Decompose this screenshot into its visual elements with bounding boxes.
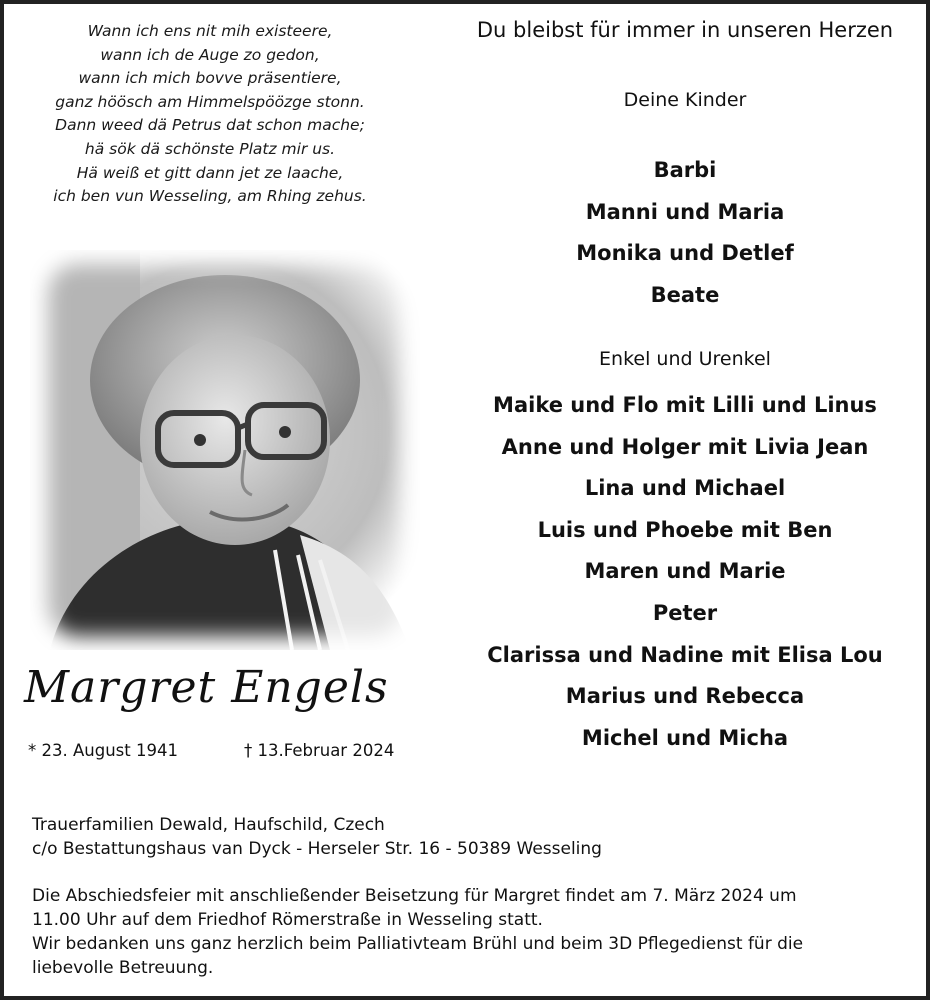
notice-line: Die Abschiedsfeier mit anschließender Beisetzung für Margret findet am 7. März 2024 um bbox=[32, 886, 797, 906]
poem-line: wann ich de Auge zo gedon, bbox=[100, 45, 320, 64]
poem-line: ich ben vun Wesseling, am Rhing zehus. bbox=[53, 187, 367, 206]
headline: Du bleibst für immer in unseren Herzen bbox=[476, 18, 894, 42]
grandchild-name: Luis und Phoebe mit Ben bbox=[537, 517, 833, 542]
grandchild-name: Anne und Holger mit Livia Jean bbox=[501, 434, 869, 459]
deceased-name: Margret Engels bbox=[24, 662, 389, 713]
poem-line: Hä weiß et gitt dann jet ze laache, bbox=[76, 163, 344, 182]
grandchild-name: Peter bbox=[652, 600, 718, 625]
funeral-notice bbox=[32, 884, 912, 980]
poem-line: Dann weed dä Petrus dat schon mache; bbox=[55, 116, 365, 135]
death-date: † 13.Februar 2024 bbox=[244, 741, 395, 760]
grandchild-name: Clarissa und Nadine mit Elisa Lou bbox=[487, 642, 883, 667]
poem-line: Wann ich ens nit mih existeere, bbox=[87, 22, 333, 40]
portrait-photo bbox=[30, 250, 420, 650]
notice-line: Wir bedanken uns ganz herzlich beim Palliativteam Brühl und beim 3D Pflegedienst für die bbox=[32, 934, 804, 954]
children-list bbox=[440, 150, 930, 316]
birth-date: * 23. August 1941 bbox=[28, 741, 178, 760]
child-name: Beate bbox=[650, 282, 720, 307]
notice-line: liebevolle Betreuung. bbox=[32, 958, 214, 978]
child-name: Barbi bbox=[653, 158, 717, 182]
grandchild-name: Michel und Micha bbox=[581, 725, 789, 750]
address-line: Trauerfamilien Dewald, Haufschild, Czech bbox=[32, 815, 385, 835]
child-name: Monika und Detlef bbox=[576, 241, 794, 266]
address-line: c/o Bestattungshaus van Dyck - Herseler Str. 16 - 50389 Wesseling bbox=[32, 839, 602, 859]
grandchild-name: Marius und Rebecca bbox=[565, 684, 805, 709]
poem-line: wann ich mich bovve präsentiere, bbox=[78, 69, 342, 88]
notice-line: 11.00 Uhr auf dem Friedhof Römerstraße in Wesseling statt. bbox=[32, 910, 543, 930]
poem-line: ganz höösch am Himmelspöözge stonn. bbox=[55, 92, 365, 111]
grandchildren-label: Enkel und Urenkel bbox=[599, 348, 771, 370]
grandchildren-list bbox=[440, 385, 930, 759]
grandchild-name: Maike und Flo mit Lilli und Linus bbox=[493, 393, 877, 417]
grandchild-name: Maren und Marie bbox=[584, 559, 786, 584]
poem bbox=[20, 20, 400, 209]
family-address bbox=[32, 813, 912, 861]
poem-line: hä sök dä schönste Platz mir us. bbox=[84, 139, 336, 158]
grandchild-name: Lina und Michael bbox=[584, 476, 786, 501]
children-label: Deine Kinder bbox=[623, 89, 747, 111]
child-name: Manni und Maria bbox=[585, 199, 785, 224]
